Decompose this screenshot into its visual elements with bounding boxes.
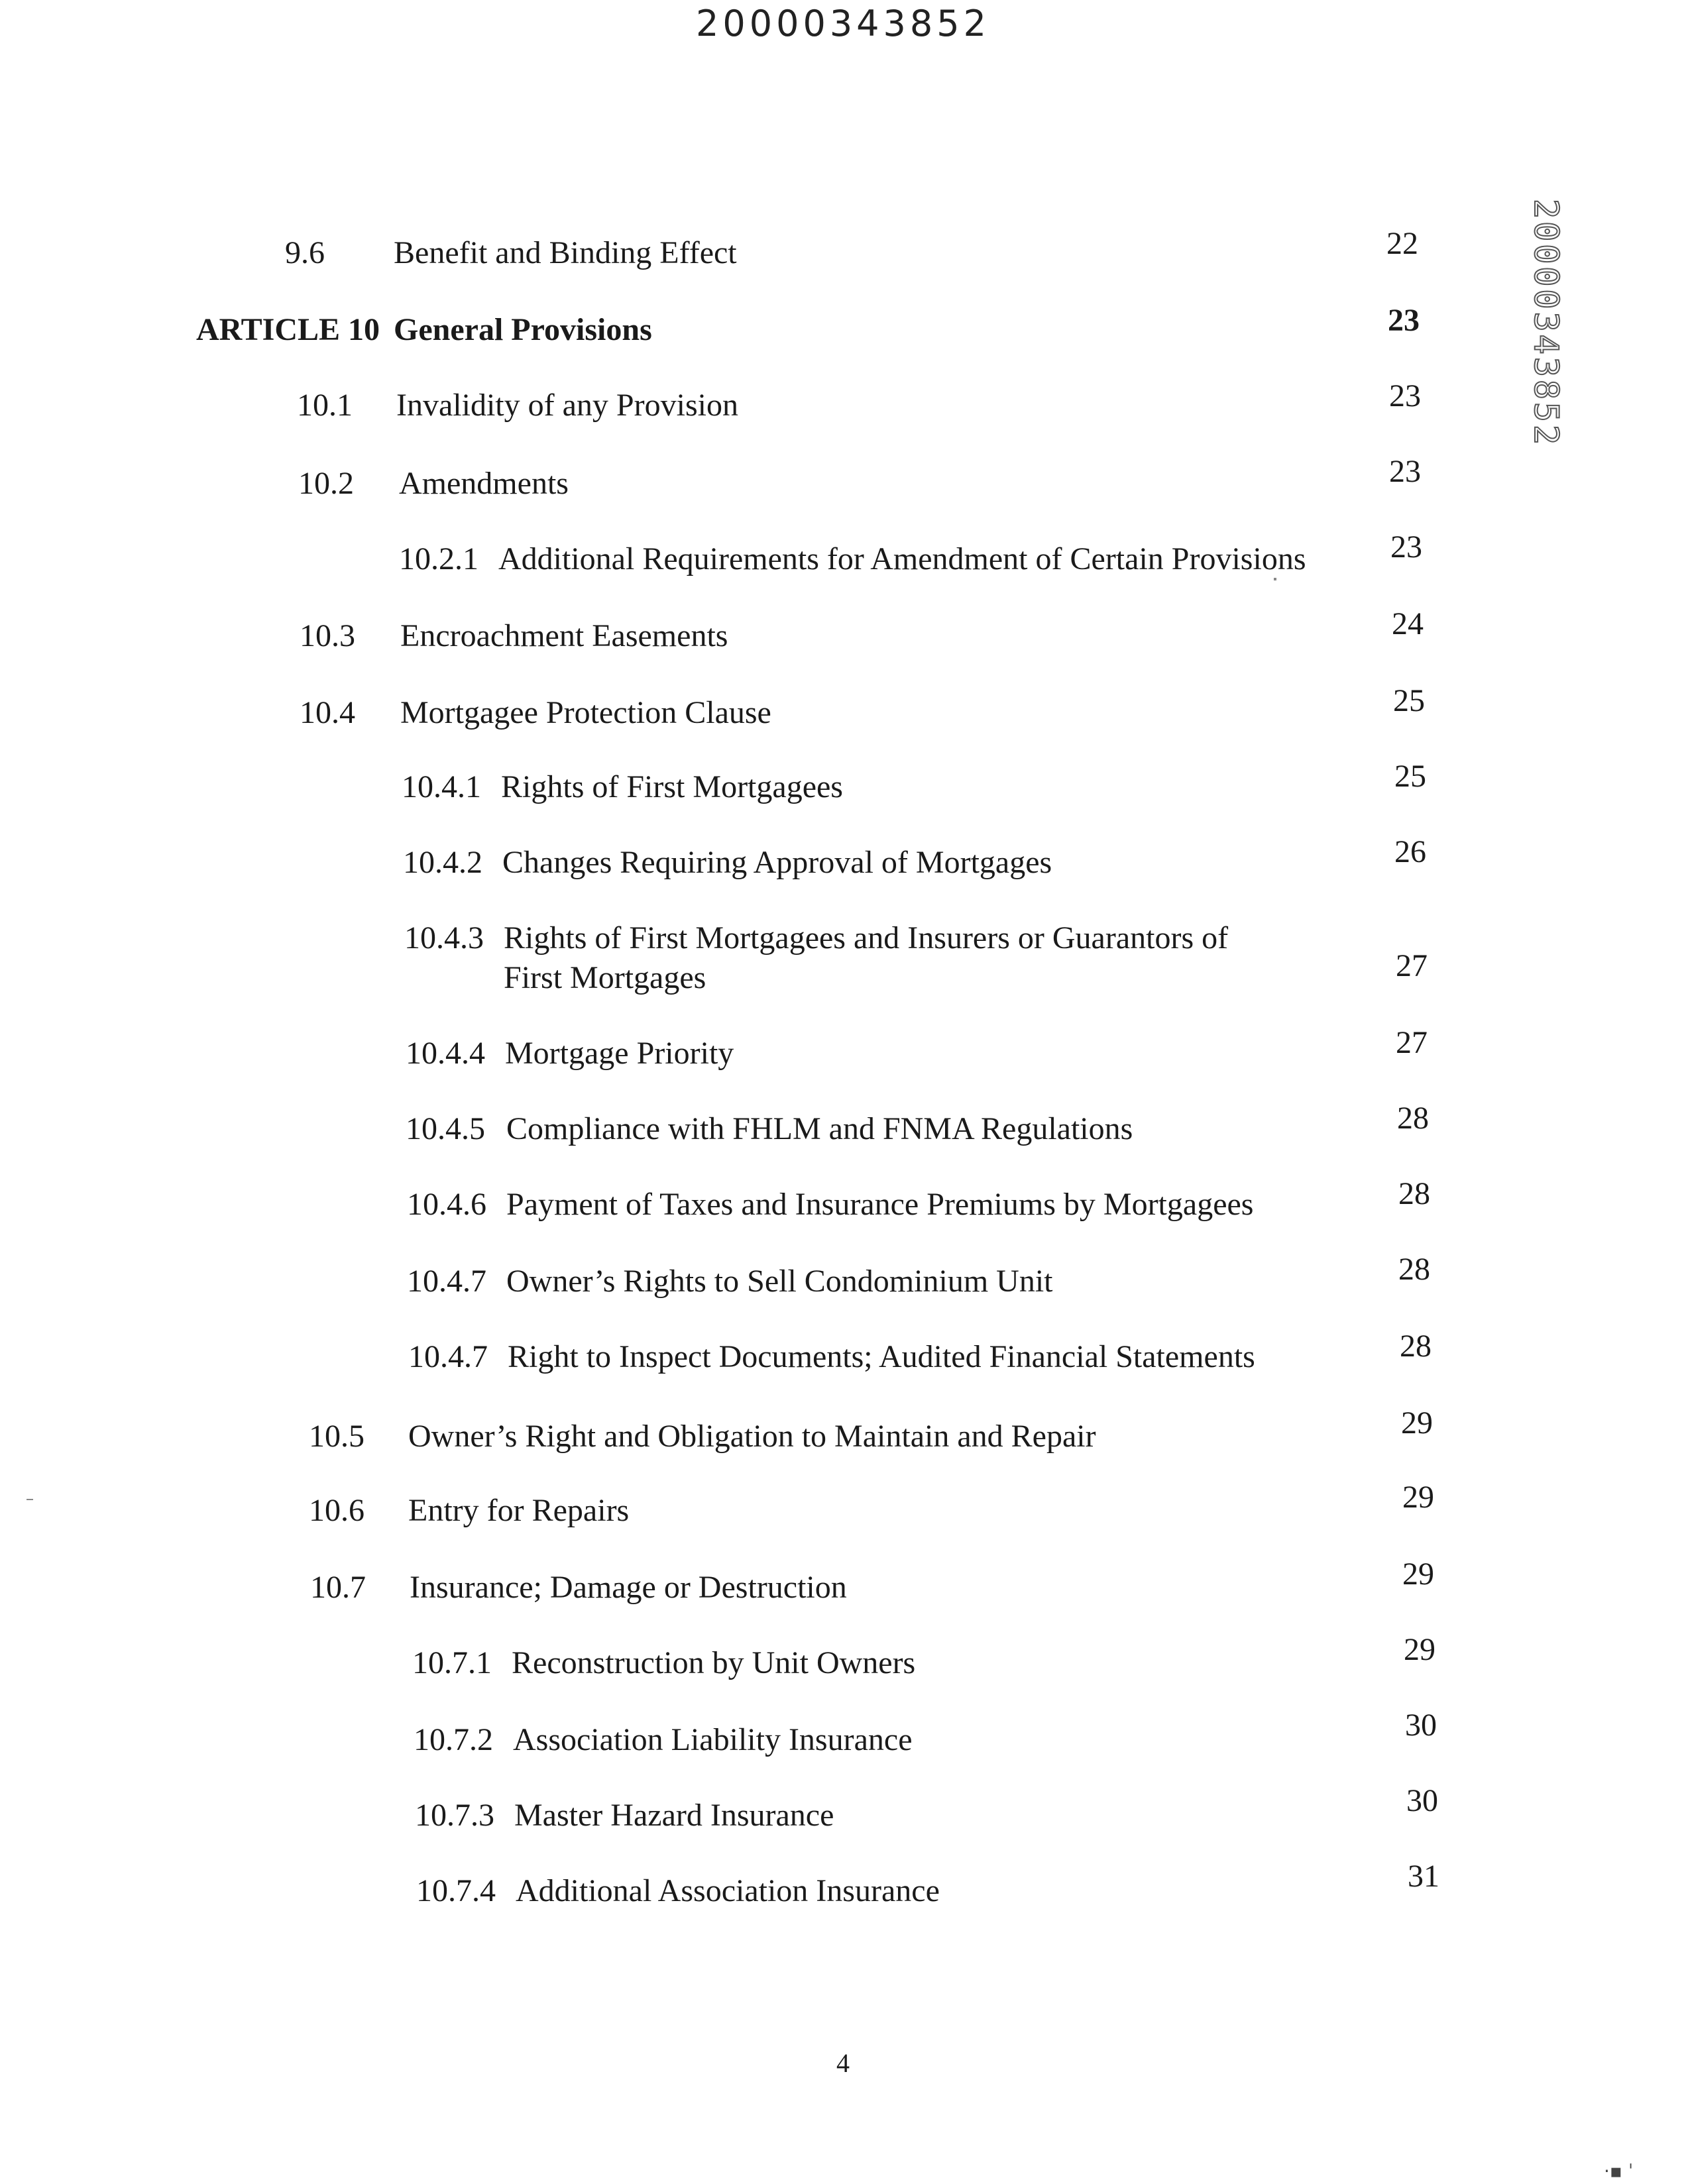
- toc-entry-number: 10.4.1: [402, 769, 481, 804]
- toc-entry-page: 30: [1405, 1708, 1437, 1743]
- toc-entry-page: 28: [1398, 1176, 1430, 1211]
- toc-entry-number: 10.4.5: [406, 1111, 485, 1146]
- toc-entry-title: Owner’s Rights to Sell Condominium Unit: [506, 1264, 1053, 1299]
- scan-artifact: [1274, 578, 1276, 580]
- toc-entry-page: 27: [1396, 948, 1428, 983]
- toc-entry-title: Right to Inspect Documents; Audited Financial Statements: [508, 1339, 1255, 1374]
- toc-entry-number: 10.4.6: [407, 1187, 486, 1222]
- toc-entry-title: Reconstruction by Unit Owners: [512, 1645, 916, 1680]
- toc-entry-title: Payment of Taxes and Insurance Premiums by Mortgagees: [506, 1187, 1254, 1222]
- toc-entry-title: Owner’s Right and Obligation to Maintain and Repair: [408, 1419, 1096, 1454]
- toc-entry-title: Rights of First Mortgagees: [501, 769, 843, 804]
- toc-entry-page: 23: [1390, 529, 1422, 565]
- toc-entry-page: 27: [1396, 1025, 1428, 1060]
- toc-entry-number: 10.3: [300, 618, 355, 653]
- toc-entry-number: 10.2.1: [399, 541, 478, 576]
- toc-entry-title: Additional Association Insurance: [516, 1873, 940, 1908]
- toc-entry-page: 23: [1389, 378, 1421, 413]
- toc-entry-number: 10.5: [309, 1419, 365, 1454]
- toc-entry-title: Entry for Repairs: [408, 1493, 630, 1528]
- toc-entry-page: 23: [1389, 454, 1421, 489]
- toc-entry-page: 22: [1386, 226, 1418, 261]
- toc-entry-page: 23: [1388, 303, 1420, 338]
- toc-entry-page: 31: [1408, 1859, 1439, 1894]
- toc-entry-number: 10.7.3: [415, 1798, 494, 1833]
- toc-entry-number: 10.4.7: [408, 1339, 488, 1374]
- toc-entry-title: Invalidity of any Provision: [396, 388, 738, 423]
- toc-entry-title: Benefit and Binding Effect: [394, 235, 737, 270]
- toc-entry-number: 10.4.3: [404, 920, 484, 956]
- document-number: 20000343852: [696, 3, 990, 44]
- toc-entry-page: 28: [1397, 1101, 1429, 1136]
- toc-entry-page: 29: [1404, 1632, 1435, 1667]
- toc-entry-title: Insurance; Damage or Destruction: [410, 1570, 847, 1605]
- toc-entry-title-continued: First Mortgages: [504, 960, 706, 995]
- toc-entry-number: 10.4: [300, 695, 355, 730]
- toc-entry-title: Changes Requiring Approval of Mortgages: [502, 845, 1052, 880]
- toc-entry-page: 25: [1394, 759, 1426, 794]
- toc-entry-number: 10.4.4: [406, 1036, 485, 1071]
- toc-entry-number: 10.4.7: [407, 1264, 486, 1299]
- scan-artifact: [27, 1499, 33, 1500]
- toc-entry-number: 10.7.2: [414, 1722, 493, 1757]
- toc-entry-title: Compliance with FHLM and FNMA Regulations: [506, 1111, 1133, 1146]
- scan-artifact: ·▪ ˈ: [1604, 2160, 1634, 2182]
- toc-entry-title: Mortgage Priority: [505, 1036, 734, 1071]
- toc-entry-title: Master Hazard Insurance: [514, 1798, 834, 1833]
- page-number: 4: [836, 2048, 850, 2078]
- toc-entry-page: 28: [1400, 1329, 1432, 1364]
- side-stamp: 20000343852: [1527, 199, 1565, 448]
- toc-entry-number: 10.7.1: [412, 1645, 492, 1680]
- toc-entry-number: 10.6: [309, 1493, 365, 1528]
- toc-entry-title: Rights of First Mortgagees and Insurers or Guarantors of: [504, 920, 1229, 956]
- toc-entry-title: Amendments: [399, 466, 569, 501]
- toc-entry-page: 26: [1394, 834, 1426, 869]
- toc-entry-title: Additional Requirements for Amendment of Certain Provisions: [498, 541, 1306, 576]
- toc-entry-page: 24: [1392, 606, 1424, 641]
- toc-entry-number: 10.2: [298, 466, 354, 501]
- toc-entry-page: 29: [1402, 1556, 1434, 1592]
- toc-entry-number: 10.7.4: [416, 1873, 496, 1908]
- toc-entry-number: ARTICLE 10: [196, 312, 380, 347]
- toc-entry-number: 10.1: [297, 388, 353, 423]
- toc-entry-page: 29: [1402, 1480, 1434, 1515]
- toc-entry-number: 10.7: [310, 1570, 366, 1605]
- toc-entry-title: Mortgagee Protection Clause: [400, 695, 771, 730]
- toc-entry-number: 9.6: [285, 235, 325, 270]
- toc-entry-page: 29: [1401, 1405, 1433, 1441]
- toc-entry-title: General Provisions: [394, 312, 652, 347]
- toc-entry-number: 10.4.2: [403, 845, 482, 880]
- toc-entry-title: Encroachment Easements: [400, 618, 728, 653]
- toc-entry-title: Association Liability Insurance: [513, 1722, 913, 1757]
- toc-entry-page: 25: [1393, 683, 1425, 718]
- toc-entry-page: 28: [1398, 1252, 1430, 1287]
- toc-entry-page: 30: [1406, 1783, 1438, 1818]
